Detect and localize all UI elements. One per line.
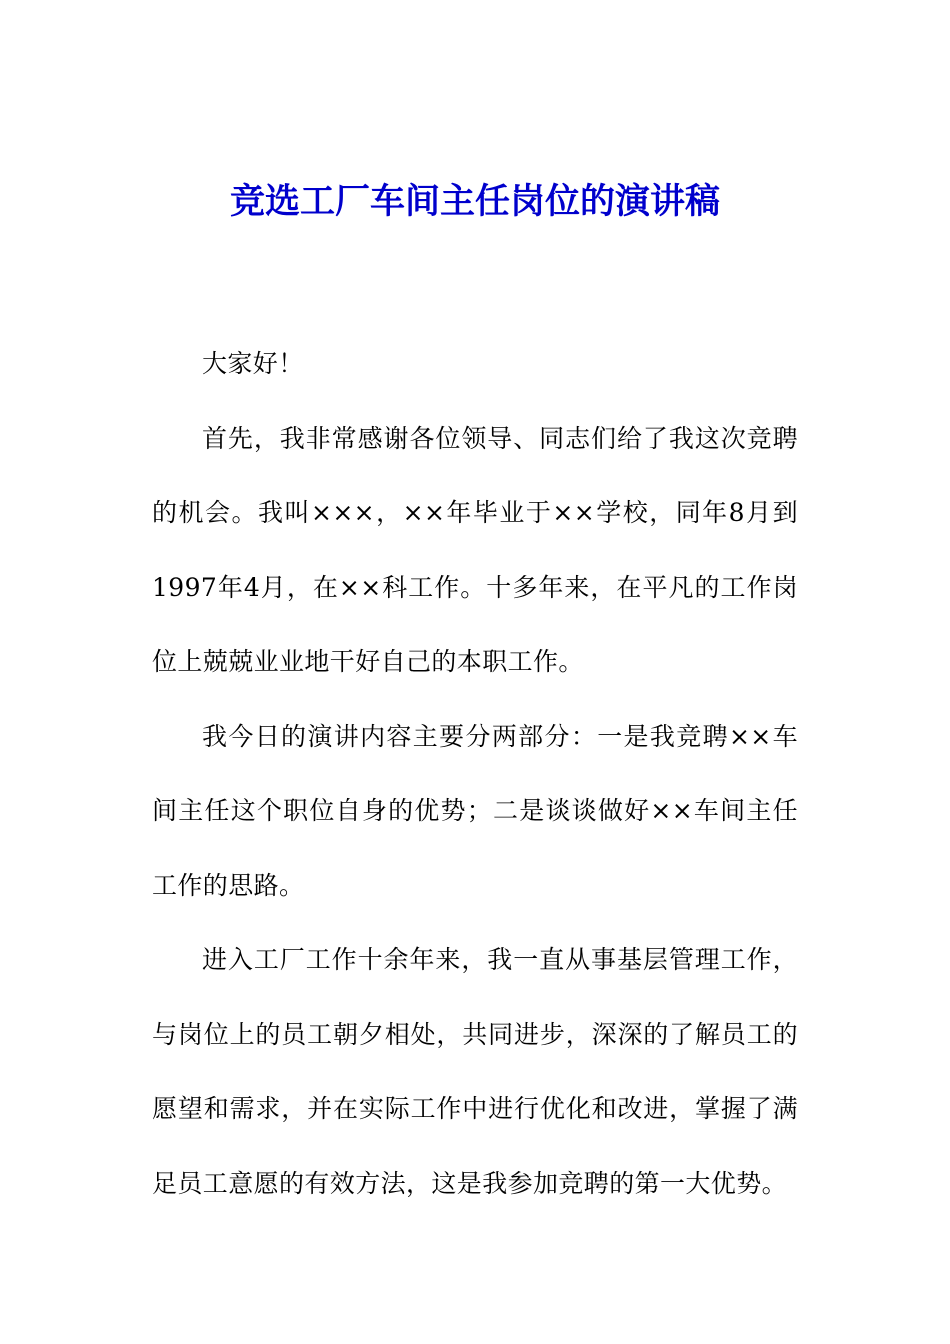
paragraph-first-advantage: 进入工厂工作十余年来，我一直从事基层管理工作，与岗位上的员工朝夕相处，共同进步，深深的了解员工的愿望和需求，并在实际工作中进行优化和改进，掌握了满足员工意愿的有效方法，这是我参加竞聘的第一大优势。 bbox=[152, 945, 798, 1198]
paragraph-outline: 我今日的演讲内容主要分两部分：一是我竞聘××车间主任这个职位自身的优势；二是谈谈做好××车间主任工作的思路。 bbox=[152, 721, 798, 900]
document-title: 竞选工厂车间主任岗位的演讲稿 bbox=[229, 182, 720, 222]
document-body bbox=[152, 327, 798, 1221]
paragraph-greeting: 大家好！ bbox=[202, 349, 304, 378]
paragraph-introduction: 首先，我非常感谢各位领导、同志们给了我这次竞聘的机会。我叫×××，××年毕业于××学校，同年8月到1997年4月，在××科工作。十多年来，在平凡的工作岗位上兢兢业业地干好自己的本职工作。 bbox=[152, 423, 798, 676]
